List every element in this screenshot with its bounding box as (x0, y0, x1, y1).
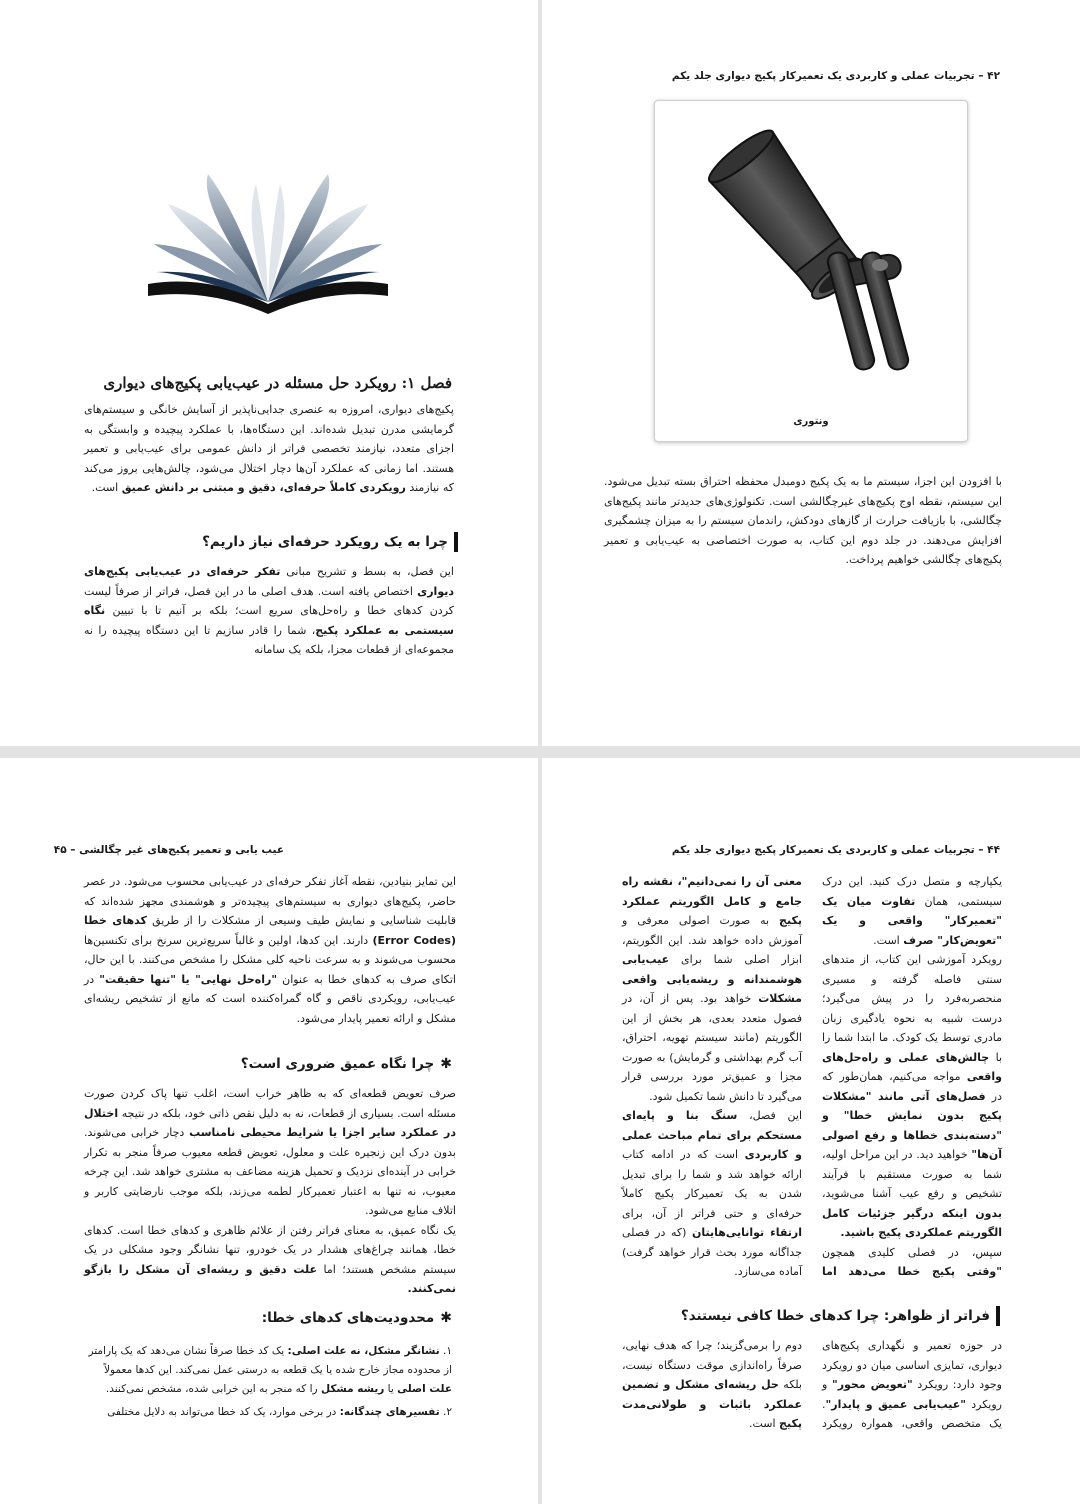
section-text (84, 562, 454, 660)
section-title-text: چرا به یک رویکرد حرفه‌ای نیاز داریم؟ (202, 534, 448, 550)
page-4 (542, 758, 1080, 1504)
section1-paragraph: صرف تعویض قطعه‌ای که به ظاهر خراب است، اغلب تنها پاک کردن صورت مسئله است. بسیاری از قطعات، نه به دلیل نقص ذاتی خود، بلکه در نتیجه اختلال در عملکرد سایر اجزا یا شرایط محیطی نامناسب دچار خرابی می‌شوند. بدون درک این زنجیره علت و معلول، تعویض قطعه معیوب صرفاً منجر به تکرار خرابی در آینده‌ای نزدیک و تحمیل هزینه مضاعف به مشتری خواهد شد. این چرخه معیوب، نه تنها به اعتبار تعمیرکار لطمه می‌زند، بلکه موجب نارضایتی کاربر و اتلاف منابع می‌شود. یک نگاه عمیق، به معنای فراتر رفتن از علائم ظاهری و کدهای خطا است. کدهای خطا، همانند چراغ‌های هشدار در یک خودرو، تنها نشانگر وجود مشکلی در یک سیستم مشخص هستند؛ اما علت دقیق و ریشه‌ای آن مشکل را بازگو نمی‌کنند. (84, 1087, 456, 1295)
section-title-1 (241, 1056, 452, 1072)
open-book-icon (138, 164, 398, 314)
page-header: ۴۴ – تجربیات عملی و کاربردی یک تعمیرکار پکیج دیواری جلد یکم (671, 844, 1000, 856)
section-paragraph: این فصل، به بسط و تشریح مبانی تفکر حرفه‌ای در عیب‌یابی پکیج‌های دیواری اختصاص یافته است. هدف اصلی ما در این فصل، فراتر از صرفاً لیست کردن کدهای خطا و راه‌حل‌های سریع است؛ بلکه بر آنیم تا با تبیین نگاه سیستمی به عملکرد پکیج، شما را قادر سازیم تا این دستگاه پیچیده را نه مجموعه‌ای از قطعات مجزا، بلکه یک سامانه (84, 565, 454, 656)
top-text (84, 872, 456, 1028)
section-title (681, 1306, 1000, 1326)
chapter-title: فصل ۱: رویکرد حل مسئله در عیب‌یابی پکیج‌های دیواری (103, 374, 452, 392)
list-item: ۱. نشانگر مشکل، نه علت اصلی: یک کد خطا صرفاً نشان می‌دهد که یک پارامتر از محدوده مجاز خارج شده یا یک قطعه به درستی عمل نمی‌کند. این کدها معمولاً علت اصلی یا ریشه مشکل را که منجر به این خرابی شده، مشخص نمی‌کنند. (88, 1345, 452, 1395)
page-1 (0, 0, 538, 746)
list-item: ۲. تفسیرهای چندگانه: در برخی موارد، یک کد خطا می‌تواند به دلایل مختلفی (107, 1406, 452, 1418)
page-2 (542, 0, 1080, 746)
body-paragraph: با افزودن این اجزا، سیستم ما به یک پکیج دومبدل محفظه احتراق بسته تبدیل می‌شود. این سیستم، نقطه اوج پکیج‌های غیرچگالشی است. تکنولوژی‌های جدیدتر مانند پکیج‌های چگالشی، با بازیافت حرارت از گازهای دودکش، راندمان سیستم را به میزان چشمگیری افزایش می‌دهند. در جلد دوم این کتاب، به صورت اختصاصی به عیب‌یابی و تعمیر پکیج‌های چگالشی خواهیم پرداخت. (604, 475, 1002, 566)
section-title-text: فراتر از ظواهر: چرا کدهای خطا کافی نیستند؟ (680, 1308, 990, 1324)
asterisk-icon: ✱ (440, 1310, 452, 1326)
section-bar (454, 532, 458, 552)
section-title-2-text: محدودیت‌های کدهای خطا: (261, 1310, 435, 1326)
figure-caption: ونتوری (793, 416, 829, 427)
section-title-2 (262, 1310, 452, 1326)
asterisk-icon: ✱ (440, 1056, 452, 1072)
section-bar (996, 1306, 1000, 1326)
section-paragraph: در حوزه تعمیر و نگهداری پکیج‌های دیواری، تمایزی اساسی میان دو رویکرد وجود دارد: رویکرد "تعویض محور" و رویکرد "عیب‌یابی عمیق و پایدار". یک متخصص واقعی، همواره رویکرد دوم را برمی‌گزیند؛ چرا که هدف نهایی، صرفاً راه‌اندازی موقت دستگاه نیست، بلکه حل ریشه‌ای مشکل و تضمین عملکرد باثبات و طولانی‌مدت پکیج است. (622, 1339, 1002, 1430)
top-paragraph: این تمایز بنیادین، نقطه آغاز تفکر حرفه‌ای در عیب‌یابی محسوب می‌شود. در عصر حاضر، پکیج‌های دیواری به سیستم‌های پیچیده‌تر و هوشمندی مجهز شده‌اند که قابلیت شناسایی و نمایش طیف وسیعی از مشکلات را از طریق کدهای خطا (Error Codes) دارند. این کدها، اولین و غالباً سریع‌ترین سرنخ برای تکنسین‌ها محسوب می‌شوند و به سرعت ناحیه کلی مشکل را مشخص می‌کنند. با این حال، اتکای صرف به کدهای خطا به عنوان "راه‌حل نهایی" یا "تنها حقیقت" در عیب‌یابی، رویکردی ناقص و گاه گمراه‌کننده است که مانع از تشخیص ریشه‌ای مشکل و ارائه تعمیر پایدار می‌شود. (84, 875, 457, 1025)
intro-text (84, 400, 454, 498)
section-title (202, 532, 458, 552)
section-text (622, 1336, 1002, 1434)
body-text (604, 472, 1002, 570)
figure-venturi (654, 100, 968, 442)
top-paragraph: یکپارچه و متصل درک کنید. این درک سیستمی، همان تفاوت میان یک "تعمیرکار" واقعی و یک "تعویض‌کار" صرف است. رویکرد آموزشی این کتاب، از متدهای سنتی فاصله گرفته و مسیری منحصربه‌فرد را در پیش می‌گیرد؛ درست شبیه به نحوه یادگیری زبان مادری توسط یک کودک. ما ابتدا شما را با چالش‌های عملی و راه‌حل‌های واقعی مواجه می‌کنیم، همان‌طور که در فصل‌های آتی مانند "مشکلات پکیج بدون نمایش خطا" و "دسته‌بندی خطاها و رفع اصولی آن‌ها" خواهید دید. در این مراحل اولیه، شما به صورت مستقیم با فرآیند تشخیص و رفع عیب آشنا می‌شوید، بدون اینکه درگیر جزئیات کامل الگوریتم عملکردی پکیج باشید. سپس، در فصلی کلیدی همچون "وقتی پکیج خطا می‌دهد اما معنی آن را نمی‌دانیم"، نقشه راه جامع و کامل الگوریتم عملکرد پکیج به صورت اصولی معرفی و آموزش داده خواهد شد. این الگوریتم، ابزار اصلی شما برای عیب‌یابی هوشمندانه و ریشه‌یابی واقعی مشکلات خواهد بود. پس از آن، در فصول متعدد بعدی، هر بخش از این الگوریتم (مانند سیستم تهویه، احتراق، آب گرم بهداشتی و گرمایش) به صورت مجزا و عمیق‌تر مورد بررسی قرار می‌گیرد تا دانش شما تکمیل شود. این فصل، سنگ بنا و پایه‌ای مستحکم برای تمام مباحث عملی و کاربردی است که در ادامه کتاب ارائه خواهد شد و شما را برای تبدیل شدن به یک تعمیرکار پکیج کاملاً حرفه‌ای و حتی فراتر از آن، برای ارتقاء توانایی‌هایتان (که در فصلی جداگانه مورد بحث قرار خواهد گرفت) آماده می‌سازد. (622, 875, 1002, 1278)
section-title-1-text: چرا نگاه عمیق ضروری است؟ (240, 1056, 435, 1072)
intro-paragraph: پکیج‌های دیواری، امروزه به عنصری جدایی‌ناپذیر از آسایش خانگی و سیستم‌های گرمایشی مدرن تبدیل شده‌اند. این دستگاه‌ها، با عملکرد پیچیده و وابستگی به اجزای متعدد، نیازمند تخصصی فراتر از دانش عمومی برای عیب‌یابی و تعمیر هستند. اما زمانی که عملکرد آن‌ها دچار اختلال می‌شود، چالش‌هایی بروز می‌کند که نیازمند رویکردی کاملاً حرفه‌ای، دقیق و مبتنی بر دانش عمیق است. (84, 403, 454, 494)
venturi-part-image (655, 101, 967, 401)
page-3 (0, 758, 538, 1504)
page-header: ۴۲ – تجربیات عملی و کاربردی یک تعمیرکار پکیج دیواری جلد یکم (671, 70, 1000, 82)
limitations-list (86, 1342, 452, 1426)
top-text (622, 872, 1002, 1302)
section1-text (84, 1084, 456, 1299)
page-header: عیب یابی و تعمیر پکیج‌های غیر چگالشی – ۴۵ (53, 844, 284, 856)
